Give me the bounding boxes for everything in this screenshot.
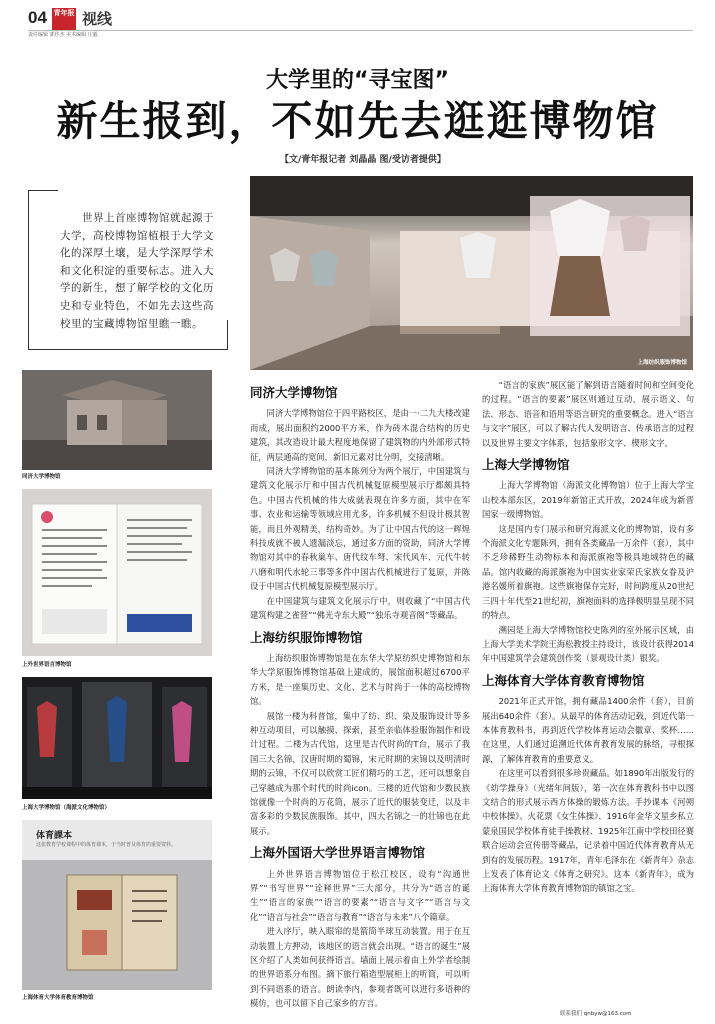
intro-paragraph: 世界上首座博物馆就起源于大学，高校博物馆植根于大学文化的深厚土壤，是大学深厚学术和文化积淀的重要标志。进入大学的新生，想了解学校的文化历史和专业特色，不如先去这些高校里的宝藏博物馆里瞧一瞧。: [60, 212, 214, 330]
heading-tongji: 同济大学博物馆: [250, 385, 338, 400]
byline: 【文/青年报记者 刘晶晶 图/受访者提供】: [280, 155, 446, 165]
paragraph: 2021年正式开馆，拥有藏品1400余件（套），目前展出640余件（套）。从最早的体育活动记载，到近代第一本体育教科书，再到近代学校体育运动会徽章、奖杯……在这里，人们通过追溯近代体育教育发展的脉络，寻根探源，了解体育教育的重要意义。: [482, 696, 694, 764]
heading-tiyu: 上海体育大学体育教育博物馆: [482, 672, 645, 688]
footer-contact: 联系我们 qnbyw@163.com: [560, 1011, 632, 1017]
language-book-image: [22, 489, 212, 656]
paragraph: 上海纺织服饰博物馆是在东华大学原纺织史博物馆和东华大学原服饰博物馆基础上建成的，展馆面积超过6700平方米，是一座集历史、文化、艺术与时尚于一体的高校博物馆。: [250, 652, 470, 707]
heading-shangda: 上海大学博物馆: [482, 457, 570, 473]
building-model-image: [22, 370, 212, 470]
newspaper-logo: 青年报: [52, 8, 76, 30]
photo-caption-waiyu: 上外世界语言博物馆: [22, 662, 72, 668]
paragraph: 上外世界语言博物馆位于松江校区，设有“沟通世界”“书写世界”“诠释世界”三大部分，共分为“语言的诞生”“语言的家族”“语言的要素”“语言与文字”“语言与文化”“语言与社会”“语言与教育”“语言与未来”八个篇章。: [250, 868, 470, 922]
photo-shangda-qipao: [22, 677, 212, 799]
photo-tiyu-book: [22, 820, 212, 990]
hero-photo-caption: 上海纺织服饰博物馆: [637, 360, 687, 366]
photo-caption-shangda: 上海大学博物馆（海派文化博物馆）: [22, 805, 111, 811]
paragraph: 进入序厅，映入眼帘的是箭筒半球互动装置。用于在互动装置上方押动，该地区的语言就会出现。“语言的诞生”展区介绍了人类如何获得语言。墙面上展示着由上外学者绘制的世界语系分布图。摘下旅行箱造型展柜上的听筒，可以听到不同语系的语言。朗读李内，参观者既可以进行多语种的模仿，也可以留下自己家乡的方言。: [250, 926, 470, 1009]
paragraph: “语言的家族”展区能了解到语言随着时间和空间变化的过程。“语言的要素”展区则通过互动，展示语义、句法、形态、语音和语用等语言研究的重要概念。进入“语言与文字”展区，可以了解古代人发明语言、传承语言的过程以及世界主要文字体系，包括象形文字、楔形文字。: [482, 380, 694, 448]
paragraph: 展馆一楼为科普馆，集中了纺、织、染及服饰设计等多种互动项目，可以触摸、探索，甚至亲临体验服饰制作和设计过程。二楼为古代馆，这里是古代时尚的T台，展示了我国三大名锦，汉唐时期的蜀锦，宋元时期的宋锦以及明清时期的云锦，不仅可以欣赏工匠们精巧的工艺，还可以想象自己穿越成为那个时代的时尚icon。三楼的近代馆和少数民族馆就像一个时尚的万花筒，展示了近代的服装变迁，以及丰富多彩的少数民族服饰。其中，四大名锦之一的壮锦也在此展示。: [250, 710, 470, 836]
heading-fangzhi: 上海纺织服饰博物馆: [250, 629, 363, 645]
article-column-1: [250, 378, 470, 1011]
paragraph: 在这里可以看到很多珍贵藏品。如1890年出版发行的《幼学操身》（光绪年间版），第一次在体育教科书中以图文结合的形式展示西方体操的锻炼方法。手抄课本《河朔中校体操》、火花票《女生体操》、1916年金华文星乡私立蒙泉国民学校体育徒手操教材、1925年江南中学校田径赛联合运动会宣传册等藏品，记录着中国近代体育教育从无到有的发展历程。1917年，青年毛泽东在《新青年》杂志上发表了体育论文《体育之研究》。这本《新青年》，成为上海体育大学体育教育博物馆的镇馆之宝。: [482, 768, 694, 894]
article-column-2: [482, 378, 694, 896]
photo-tongji-model: [22, 370, 212, 470]
heading-waiyu: 上海外国语大学世界语言博物馆: [250, 845, 426, 861]
sports-textbook-image: [22, 860, 212, 990]
section-title: 视线: [82, 10, 113, 28]
hero-photo: [250, 176, 693, 370]
paragraph: 上海大学博物馆（海派文化博物馆）位于上海大学宝山校本部东区，2019年新馆正式开放，2024年成为新晋国家一级博物馆。: [482, 480, 694, 520]
paragraph: 这是国内专门展示和研究海派文化的博物馆，设有多个海派文化专题陈列，拥有各类藏品一万余件（套），其中不乏珍稀野生动物标本和海派旗袍等极具地域特色的藏品。馆内收藏的海派旗袍为中国实业家荣氏家族女眷及沪港名媛所着旗袍。这些旗袍保存完好，时间跨度从20世纪三四十年代至21世纪初，旗袍面料的选择极明显呈现不同的特点。: [482, 523, 694, 621]
paragraph: 溯园是上海大学博物馆校史陈列的室外展示区域，由上海大学美术学院王海松教授主持设计，该设计获得2014年中国建筑学会建筑创作奖（景观设计类）银奖。: [482, 624, 694, 664]
kicker: 大学里的“寻宝图”: [266, 68, 449, 93]
textile-gallery-image: [250, 176, 693, 370]
editors-credit: 责任编辑 郭佳杰 美术编辑 庄毅: [28, 32, 98, 38]
book-note: 这张教育学校课程中的体育课本，于当时普及体育的重要资料。: [36, 842, 177, 848]
headline: 新生报到，不如先去逛逛博物馆: [56, 97, 659, 145]
paragraph: 同济大学博物馆位于四平路校区，是由一·二九大楼改建而成，展出面积约2000平方米，作为砖木混合结构的历史建筑，其改造设计最大程度地保留了建筑物的内外部形式特征，两层通高的宽间，新旧元素对比分明，交接清晰。: [250, 408, 470, 462]
header-rule: [28, 30, 693, 31]
book-title: 体育課本: [36, 831, 73, 841]
paragraph: 同济大学博物馆的基本陈列分为两个展厅，中国建筑与建筑文化展示厅和中国古代机械复原模型展示厅都颇具特色。中国古代机械的伟大成就表现在许多方面，其中在军事、农业和运输等领域应用尤多，许多机械不但设计极其智能，而且外观精美，结构奇妙。为了让中国古代的这一辉煌科技成就不被人遗漏淡忘，通过多方面的资助，同济大学博物馆对其中的春秋巢车、唐代纹车弩、宋代风车、元代牛转八磨和明代水轮三事等多件中国古代机械进行了复原，并陈设于中国古代机械复原模型展示厅。: [250, 466, 470, 592]
photo-caption-tongji: 同济大学博物馆: [22, 474, 61, 480]
photo-waiyu-book: [22, 489, 212, 656]
qipao-exhibit-image: [22, 677, 212, 799]
photo-caption-tiyu: 上海体育大学体育教育博物馆: [22, 995, 94, 1001]
paragraph: 在中国建筑与建筑文化展示厅中，则收藏了“中国古代建筑构建之雀替”“佛光寺东大殿”“独乐寺观音阁”等藏品。: [250, 595, 470, 621]
page-number: 04: [28, 8, 47, 27]
